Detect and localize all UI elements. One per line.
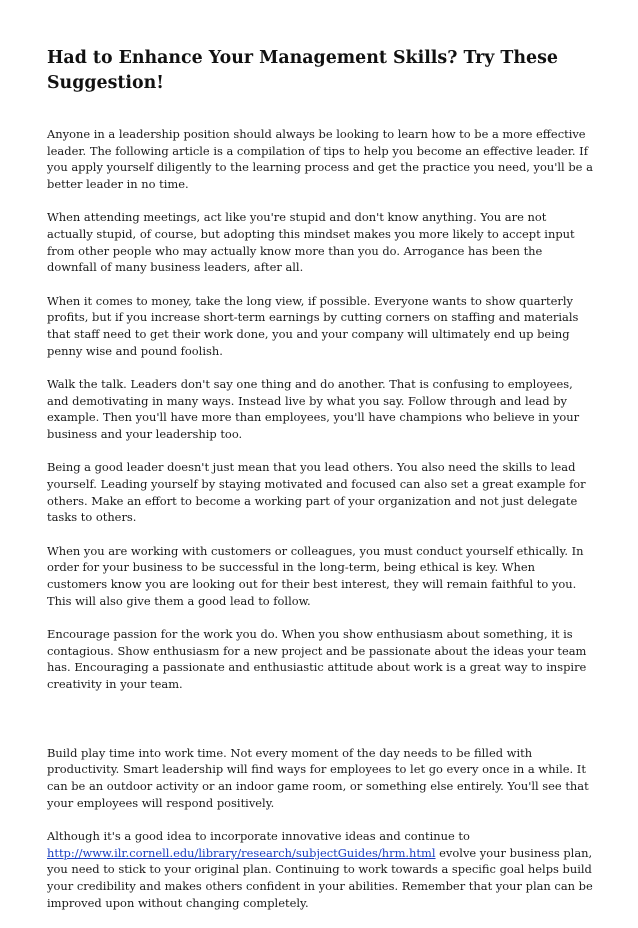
paragraph-business-plan (47, 828, 595, 912)
paragraph-text-before-link: Although it's a good idea to incorporate innovative ideas and continue to (47, 829, 470, 843)
paragraph-money: When it comes to money, take the long view, if possible. Everyone wants to show quarterly profits, but if you increase short-term earnings by cutting corners on staffing and materials that staff need to get their work done, you and your company will ultimately end up being penny wise and pound foolish. (47, 293, 579, 358)
document-page (47, 46, 595, 928)
paragraph-meetings: When attending meetings, act like you're stupid and don't know anything. You are not actually stupid, of course, but adopting this mindset makes you more likely to accept input from other people who may actually know more than you do. Arrogance has been the downfall of many business leaders, after all. (47, 210, 575, 275)
paragraph-passion: Encourage passion for the work you do. When you show enthusiasm about something, it is contagious. Show enthusiasm for a new project and be passionate about the ideas your team has. Encouraging a passionate and enthusiastic attitude about work is a great way to inspire creativity in your team. (47, 626, 587, 691)
paragraph-walk-the-talk: Walk the talk. Leaders don't say one thing and do another. That is confusing to employees, and demotivating in many ways. Instead live by what you say. Follow through and lead by example. Then you'll have more than employees, you'll have champions who believe in your business and your leadership too. (47, 376, 580, 442)
paragraph-ethics: When you are working with customers or colleagues, you must conduct yourself ethically. In order for your business to be successful in the long-term, being ethical is key. When customers know you are looking out for their best interest, they will remain faithful to you. This will also give them a good lead to follow. (47, 543, 584, 608)
article-title: Had to Enhance Your Management Skills? Try These Suggestion! (47, 48, 558, 93)
reference-link[interactable]: http://www.ilr.cornell.edu/library/research/subjectGuides/hrm.html (47, 845, 436, 860)
paragraph-play-time: Build play time into work time. Not every moment of the day needs to be filled with productivity. Smart leadership will find ways for employees to let go every once in a while. It can be an outdoor activity or an indoor game room, or something else entirely. You'll see that your employees will respond positively. (47, 745, 589, 810)
paragraph-lead-yourself: Being a good leader doesn't just mean that you lead others. You also need the skills to lead yourself. Leading yourself by staying motivated and focused can also set a great example for others. Make an effort to become a working part of your organization and not just delegate tasks to others. (47, 460, 586, 525)
paragraph-intro: Anyone in a leadership position should always be looking to learn how to be a more effective leader. The following article is a compilation of tips to help you become an effective leader. If you apply yourself diligently to the learning process and get the practice you need, you'll be a better leader in no time. (47, 127, 593, 192)
paragraph-text-after-link: evolve your business plan, you need to stick to your original plan. Continuing to work towards a specific goal helps build your credibility and makes others confident in your abilities. Remember that your plan can be improved upon without changing completely. (47, 845, 593, 910)
